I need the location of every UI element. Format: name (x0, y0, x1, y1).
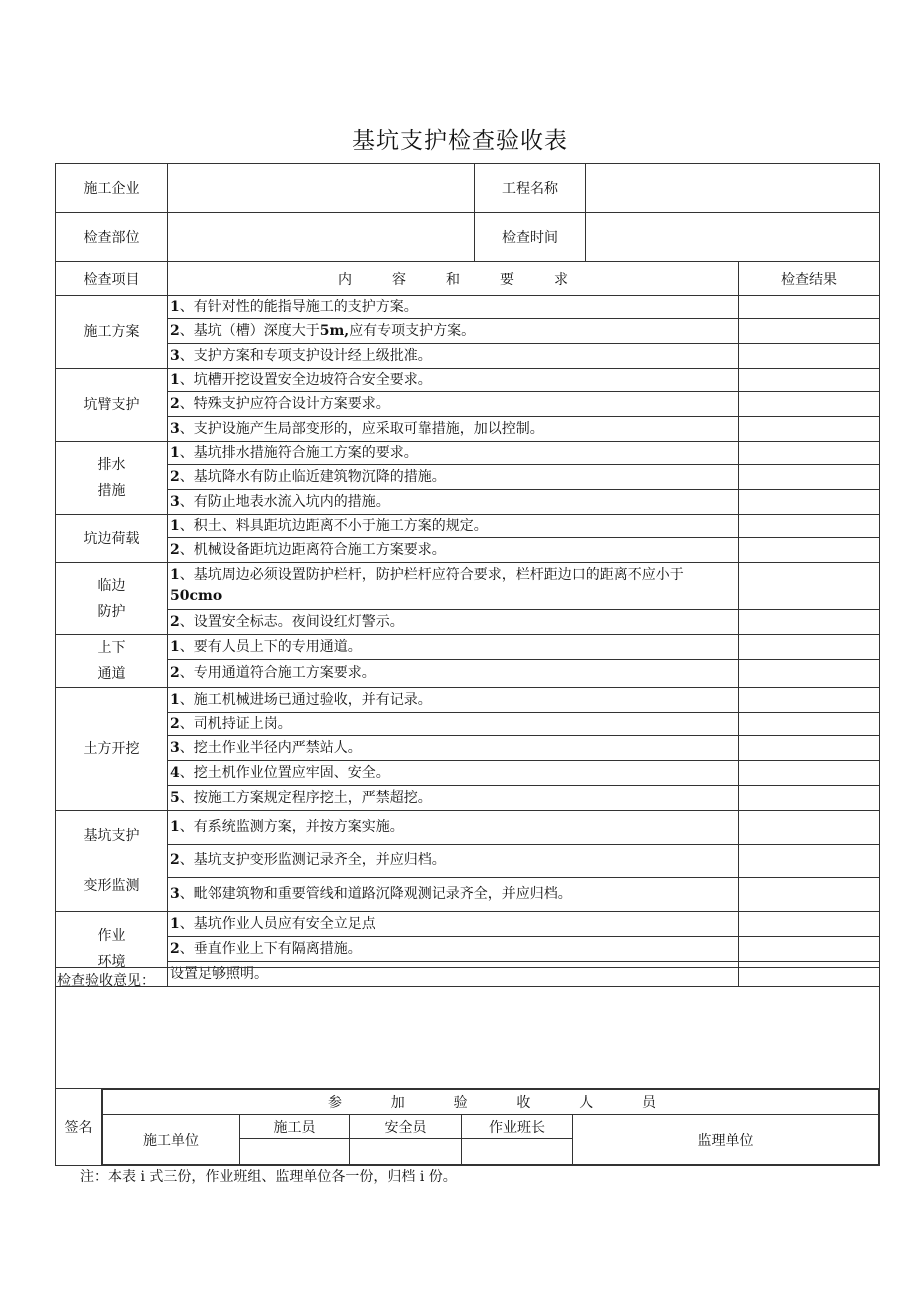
category-cell (56, 442, 168, 515)
result-cell[interactable] (739, 713, 880, 736)
item-number: 1 (170, 915, 180, 932)
category-label: 变形监测 (83, 878, 140, 894)
requirement-text (168, 563, 739, 610)
item-text: 、积土、料具距坑边距离不小于施工方案的规定。 (179, 517, 488, 534)
category-cell (56, 296, 168, 369)
requirement-text (168, 344, 739, 369)
item-text: 、支护方案和专项支护设计经上级批准。 (179, 347, 432, 364)
role-safety-sign[interactable] (350, 1139, 462, 1165)
table-row (56, 490, 880, 515)
result-cell[interactable] (739, 417, 880, 442)
category-label: 通道 (97, 666, 126, 682)
item-number: 2 (170, 395, 180, 412)
category-cell (56, 688, 168, 811)
category-cell (56, 811, 168, 912)
role-foreman-label: 作业班长 (462, 1115, 573, 1139)
col-content-header (168, 262, 739, 296)
signature-label: 签名 (56, 1089, 102, 1166)
item-text-tail: 50cmo (170, 588, 223, 604)
role-foreman-sign[interactable] (462, 1139, 573, 1165)
result-cell[interactable] (739, 912, 880, 937)
item-number: 1 (170, 818, 180, 835)
item-number: 2 (170, 322, 180, 339)
item-number: 2 (170, 715, 180, 732)
requirement-text (168, 713, 739, 736)
item-text: 、基坑支护变形监测记录齐全，并应归档。 (179, 852, 446, 869)
result-cell[interactable] (739, 490, 880, 515)
table-row (56, 912, 880, 937)
col-item-header: 检查项目 (56, 262, 168, 296)
item-text: 、有系统监测方案，并按方案实施。 (179, 818, 404, 835)
result-cell[interactable] (739, 635, 880, 660)
participants-char: 验 (453, 1095, 468, 1111)
result-cell[interactable] (739, 610, 880, 635)
participants-char: 参 (328, 1095, 342, 1111)
category-label: 措施 (97, 483, 126, 499)
table-row (56, 713, 880, 736)
item-text-rest: 应有专项支护方案。 (349, 322, 476, 339)
requirement-text (168, 844, 739, 878)
item-number: 1 (170, 298, 180, 315)
signature-table (55, 967, 880, 1166)
role-safety-label: 安全员 (350, 1115, 462, 1139)
item-text: 、有针对性的能指导施工的支护方案。 (179, 298, 418, 315)
table-row (56, 392, 880, 417)
category-label: 土方开挖 (83, 741, 140, 757)
table-row (56, 811, 880, 845)
footnote: 注：本表 i 式三份，作业班组、监理单位各一份，归档 i 份。 (80, 1169, 457, 1185)
requirement-text (168, 660, 739, 688)
company-label: 施工企业 (56, 164, 168, 213)
table-row (56, 761, 880, 786)
supervision-unit-label: 监理单位 (573, 1115, 879, 1165)
item-text: 、设置安全标志。夜间设红灯警示。 (179, 613, 404, 630)
category-cell (56, 515, 168, 563)
result-cell[interactable] (739, 736, 880, 761)
item-number: 1 (170, 691, 180, 708)
requirement-text (168, 417, 739, 442)
result-cell[interactable] (739, 660, 880, 688)
item-emphasis: 5m, (319, 322, 350, 339)
participants-char: 员 (641, 1095, 656, 1111)
page-title: 基坑支护检查验收表 (352, 128, 568, 154)
participants-char: 人 (579, 1095, 594, 1111)
item-number: 2 (170, 852, 180, 869)
item-text: 、专用通道符合施工方案要求。 (179, 665, 376, 682)
item-text: 、毗邻建筑物和重要管线和道路沉降观测记录齐全，并应归档。 (179, 886, 572, 903)
table-row (56, 635, 880, 660)
table-row (56, 538, 880, 563)
table-row (56, 610, 880, 635)
category-label: 环境 (97, 954, 126, 970)
participants-char: 加 (390, 1095, 405, 1111)
requirement-text (168, 635, 739, 660)
participants-char: 收 (516, 1095, 531, 1111)
table-row (56, 844, 880, 878)
result-cell[interactable] (739, 786, 880, 811)
item-text: 、要有人员上下的专用通道。 (179, 638, 362, 655)
result-cell[interactable] (739, 878, 880, 912)
project-label: 工程名称 (475, 164, 586, 213)
category-label: 坑臂支护 (83, 397, 140, 413)
table-row (56, 937, 880, 962)
header-row-position (56, 213, 880, 262)
item-text: 、按施工方案规定程序挖土，严禁超挖。 (179, 789, 432, 806)
item-number: 3 (170, 739, 180, 756)
opinion-label: 检查验收意见： (57, 973, 155, 989)
item-number: 1 (170, 371, 180, 388)
result-cell[interactable] (739, 515, 880, 538)
result-cell[interactable] (739, 319, 880, 344)
item-number: 1 (170, 567, 180, 583)
role-builder-label: 施工员 (240, 1115, 350, 1139)
requirement-text (168, 912, 739, 937)
column-header-row (56, 262, 880, 296)
col-content-char: 要 (500, 271, 514, 288)
requirement-text (168, 811, 739, 845)
category-label: 基坑支护 (83, 828, 140, 844)
item-number: 1 (170, 517, 180, 534)
position-field[interactable] (168, 213, 475, 262)
col-content-char: 容 (392, 271, 406, 288)
requirement-text (168, 465, 739, 490)
requirement-text (168, 878, 739, 912)
requirement-text (168, 761, 739, 786)
requirement-text (168, 736, 739, 761)
result-cell[interactable] (739, 563, 880, 610)
col-content-char: 和 (446, 271, 460, 288)
item-text: 、有防止地表水流入坑内的措施。 (179, 493, 390, 510)
requirement-text (168, 610, 739, 635)
table-row (56, 736, 880, 761)
table-row (56, 369, 880, 392)
result-cell[interactable] (739, 465, 880, 490)
company-field[interactable] (168, 164, 475, 213)
requirement-text (168, 688, 739, 713)
item-text: 、垂直作业上下有隔离措施。 (179, 940, 362, 957)
table-row (56, 786, 880, 811)
category-label: 临边 (97, 577, 126, 594)
table-row (56, 660, 880, 688)
item-number: 3 (170, 493, 180, 510)
item-text: 、基坑周边必须设置防护栏杆，防护栏杆应符合要求，栏杆距边口的距离不应小于 (179, 567, 684, 583)
item-text: 、坑槽开挖设置安全边坡符合安全要求。 (179, 371, 432, 388)
col-result-header: 检查结果 (739, 262, 880, 296)
category-label: 排水 (97, 457, 126, 473)
table-row (56, 296, 880, 319)
result-cell[interactable] (739, 442, 880, 465)
table-row (56, 465, 880, 490)
item-text: 、基坑排水措施符合施工方案的要求。 (179, 444, 418, 461)
item-text: 、机械设备距坑边距离符合施工方案要求。 (179, 541, 446, 558)
item-number: 4 (170, 764, 180, 781)
requirement-text (168, 786, 739, 811)
col-content-char: 求 (554, 271, 568, 288)
item-text: 、支护设施产生局部变形的，应采取可靠措施，加以控制。 (179, 420, 544, 437)
item-number: 2 (170, 468, 180, 485)
category-cell (56, 635, 168, 688)
item-number: 1 (170, 638, 180, 655)
item-number: 5 (170, 789, 180, 806)
item-text: 、基坑作业人员应有安全立足点 (179, 915, 376, 932)
table-row (56, 417, 880, 442)
item-number: 1 (170, 444, 180, 461)
requirement-text (168, 515, 739, 538)
table-row (56, 515, 880, 538)
category-label: 防护 (97, 603, 126, 620)
result-cell[interactable] (739, 538, 880, 563)
result-cell[interactable] (739, 344, 880, 369)
result-cell[interactable] (739, 761, 880, 786)
item-text: 、挖土机作业位置应牢固、安全。 (179, 764, 390, 781)
opinion-area[interactable] (56, 965, 880, 1089)
result-cell[interactable] (739, 392, 880, 417)
item-text: 、挖土作业半径内严禁站人。 (179, 739, 362, 756)
table-row (56, 442, 880, 465)
table-row (56, 319, 880, 344)
item-number: 2 (170, 665, 180, 682)
item-number: 3 (170, 886, 180, 903)
item-number: 2 (170, 613, 180, 630)
result-cell[interactable] (739, 937, 880, 962)
category-label: 上下 (97, 640, 126, 656)
requirement-text (168, 319, 739, 344)
item-text: 、基坑（槽）深度大于 (179, 322, 320, 339)
result-cell[interactable] (739, 811, 880, 845)
construction-unit-label: 施工单位 (103, 1115, 240, 1165)
header-row-company (56, 164, 880, 213)
result-cell[interactable] (739, 369, 880, 392)
item-number: 2 (170, 940, 180, 957)
table-row (56, 688, 880, 713)
result-cell[interactable] (739, 844, 880, 878)
requirement-text (168, 442, 739, 465)
inspection-table (55, 163, 880, 987)
table-row (56, 344, 880, 369)
item-text: 、特殊支护应符合设计方案要求。 (179, 395, 390, 412)
item-text: 、司机持证上岗。 (179, 715, 292, 732)
category-cell (56, 369, 168, 442)
requirement-text (168, 369, 739, 392)
item-number: 3 (170, 420, 180, 437)
category-label: 作业 (97, 928, 126, 944)
item-text: 、基坑降水有防止临近建筑物沉降的措施。 (179, 468, 446, 485)
table-row (56, 563, 880, 610)
requirement-text (168, 296, 739, 319)
time-field[interactable] (586, 213, 880, 262)
category-label: 坑边荷载 (83, 530, 140, 547)
requirement-text (168, 490, 739, 515)
requirement-text (168, 392, 739, 417)
position-label: 检查部位 (56, 213, 168, 262)
participants-header (103, 1090, 879, 1115)
role-builder-sign[interactable] (240, 1139, 350, 1165)
requirement-text (168, 937, 739, 962)
project-field[interactable] (586, 164, 880, 213)
item-text: 设置足够照明。 (170, 965, 268, 982)
time-label: 检查时间 (475, 213, 586, 262)
item-number: 3 (170, 347, 180, 364)
result-cell[interactable] (739, 688, 880, 713)
item-text: 、施工机械进场已通过验收，并有记录。 (179, 691, 432, 708)
item-number: 2 (170, 541, 180, 558)
table-row (56, 878, 880, 912)
result-cell[interactable] (739, 296, 880, 319)
requirement-text (168, 538, 739, 563)
col-content-char: 内 (338, 271, 352, 288)
category-cell (56, 563, 168, 635)
category-label: 施工方案 (83, 324, 140, 340)
